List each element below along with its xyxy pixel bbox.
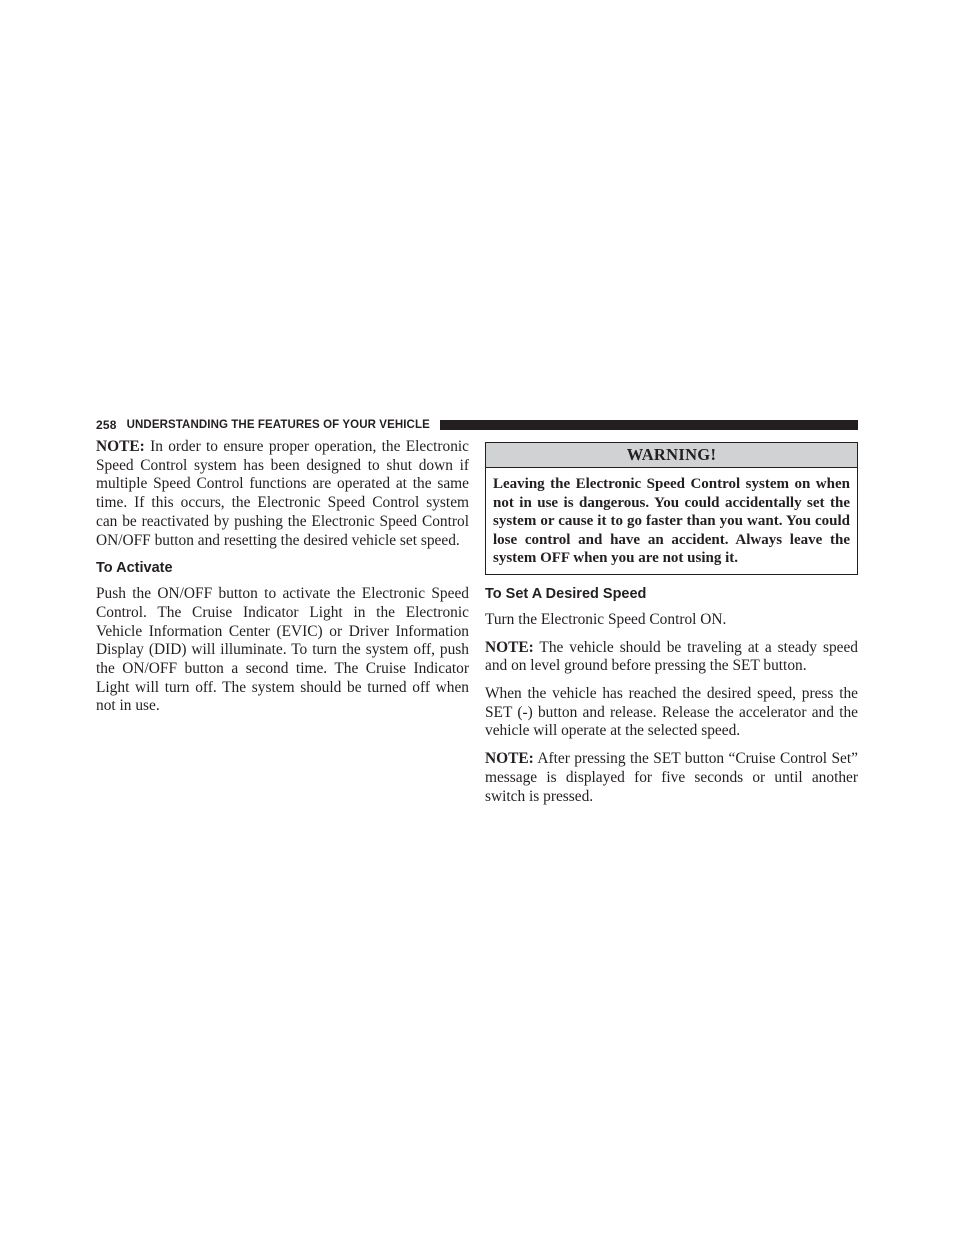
note-text: In order to ensure proper operation, the Electronic Speed Control system has been designed to shut down if multiple Speed Control functions are operated at the same time. If this occurs, the Electronic Speed Control system can be reactivated by pushing the Electronic Speed Control ON/OFF button and resetting the desired vehicle set speed. [96,438,469,549]
set-speed-paragraph: Turn the Electronic Speed Control ON. [485,610,727,628]
heading-set-desired-speed: To Set A Desired Speed [485,585,647,602]
release-paragraph: When the vehicle has reached the desired speed, press the SET (-) button and release. Release the accelerator and the vehicle will operate at the selected speed. [485,685,858,740]
page-header [96,417,858,433]
section-title: UNDERSTANDING THE FEATURES OF YOUR VEHICLE [126,419,430,431]
right-column [485,438,858,815]
warning-box [485,442,858,575]
page-number: 258 [96,418,117,432]
warning-title: WARNING! [486,443,857,468]
heading-to-activate: To Activate [96,560,173,577]
note-steady-speed [485,639,858,676]
left-column [96,438,469,725]
warning-text: Leaving the Electronic Speed Control system on when not in use is dangerous. You could accidentally set the system or cause it to go faster than you want. You could lose control and have an accident. Always leave the system OFF when you are not using it. [493,476,850,567]
note-text: After pressing the SET button “Cruise Control Set” message is displayed for five seconds or until another switch is pressed. [485,750,858,805]
note-text: The vehicle should be traveling at a steady speed and on level ground before pressing the SET button. [485,638,858,675]
header-rule [440,420,858,430]
note-label: NOTE: [485,638,534,656]
note-label: NOTE: [485,750,534,768]
note-cruise-control-message [485,750,858,806]
note-label: NOTE: [96,438,145,455]
activate-paragraph: Push the ON/OFF button to activate the Electronic Speed Control. The Cruise Indicator Light in the Electronic Vehicle Information Center (EVIC) or Driver Information Display (DID) will illuminate. To turn the system off, push the ON/OFF button a second time. The Cruise Indicator Light will turn off. The system should be turned off when not in use. [96,585,469,715]
note-speed-control-shutdown [96,438,469,550]
